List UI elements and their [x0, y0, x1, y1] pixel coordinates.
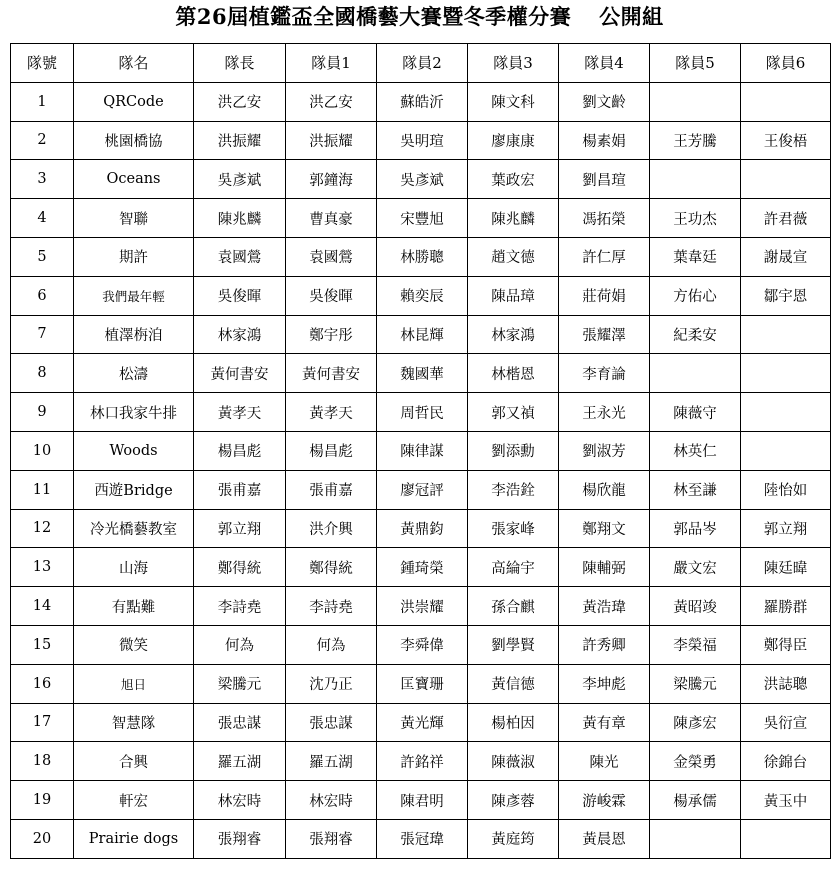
cell-member-1: 何為	[286, 625, 377, 664]
cell-member-2: 李舜偉	[377, 625, 468, 664]
cell-team-number: 4	[11, 199, 74, 238]
table-row	[11, 82, 831, 121]
page-title	[0, 0, 839, 40]
cell-team-number: 6	[11, 276, 74, 315]
cell-member-1: 張翔睿	[286, 819, 377, 858]
cell-member-6: 吳衍宣	[741, 703, 831, 742]
cell-member-1: 羅五湖	[286, 742, 377, 781]
cell-captain: 楊昌彪	[194, 431, 286, 470]
cell-captain: 洪振耀	[194, 121, 286, 160]
table-row	[11, 742, 831, 781]
cell-team-name: 微笑	[74, 625, 194, 664]
header-member-4: 隊員4	[559, 44, 650, 83]
cell-member-1: 鄭宇彤	[286, 315, 377, 354]
cell-member-1: 鄭得統	[286, 548, 377, 587]
cell-member-1: 袁國鶯	[286, 237, 377, 276]
event-title: 第26屆植鑑盃全國橋藝大賽暨冬季權分賽	[175, 4, 572, 29]
cell-member-6: 王俊梧	[741, 121, 831, 160]
cell-team-name: 期許	[74, 237, 194, 276]
cell-member-2: 洪崇耀	[377, 587, 468, 626]
cell-member-5: 王功杰	[650, 199, 741, 238]
cell-captain: 袁國鶯	[194, 237, 286, 276]
table-row	[11, 703, 831, 742]
cell-member-3: 陳兆麟	[468, 199, 559, 238]
cell-member-6: 郭立翔	[741, 509, 831, 548]
cell-captain: 黃孝天	[194, 393, 286, 432]
cell-team-number: 5	[11, 237, 74, 276]
cell-member-3: 陳文科	[468, 82, 559, 121]
cell-member-5: 李榮福	[650, 625, 741, 664]
cell-team-number: 8	[11, 354, 74, 393]
cell-captain: 梁騰元	[194, 664, 286, 703]
cell-member-5: 陳彥宏	[650, 703, 741, 742]
cell-member-6	[741, 819, 831, 858]
table-row	[11, 625, 831, 664]
cell-member-4: 楊素娟	[559, 121, 650, 160]
cell-member-6	[741, 431, 831, 470]
cell-team-number: 3	[11, 160, 74, 199]
table-row	[11, 237, 831, 276]
header-member-3: 隊員3	[468, 44, 559, 83]
division-label: 公開組	[599, 4, 664, 29]
cell-member-4: 黃晨恩	[559, 819, 650, 858]
header-team-name: 隊名	[74, 44, 194, 83]
cell-captain: 吳俊暉	[194, 276, 286, 315]
cell-member-3: 高綸宇	[468, 548, 559, 587]
cell-captain: 林家鴻	[194, 315, 286, 354]
cell-member-1: 曹真豪	[286, 199, 377, 238]
cell-captain: 吳彥斌	[194, 160, 286, 199]
roster-body	[11, 82, 831, 858]
cell-team-number: 12	[11, 509, 74, 548]
cell-member-5	[650, 354, 741, 393]
cell-member-5: 楊承儒	[650, 781, 741, 820]
cell-member-5: 方佑心	[650, 276, 741, 315]
cell-member-5: 林至謙	[650, 470, 741, 509]
cell-member-3: 張家峰	[468, 509, 559, 548]
cell-captain: 張甫嘉	[194, 470, 286, 509]
cell-captain: 張翔睿	[194, 819, 286, 858]
cell-team-name: 軒宏	[74, 781, 194, 820]
cell-team-name: 山海	[74, 548, 194, 587]
cell-member-2: 匡寶珊	[377, 664, 468, 703]
cell-member-6	[741, 315, 831, 354]
cell-captain: 陳兆麟	[194, 199, 286, 238]
cell-member-3: 劉學賢	[468, 625, 559, 664]
cell-member-2: 林勝聰	[377, 237, 468, 276]
cell-member-3: 孫合麒	[468, 587, 559, 626]
cell-member-3: 郭又禎	[468, 393, 559, 432]
cell-member-6: 黃玉中	[741, 781, 831, 820]
cell-member-4: 鄭翔文	[559, 509, 650, 548]
cell-team-name: 合興	[74, 742, 194, 781]
cell-team-name: 智聯	[74, 199, 194, 238]
cell-member-4: 李坤彪	[559, 664, 650, 703]
cell-captain: 張忠謀	[194, 703, 286, 742]
cell-member-6: 陳廷暐	[741, 548, 831, 587]
cell-member-1: 沈乃正	[286, 664, 377, 703]
cell-member-2: 賴奕辰	[377, 276, 468, 315]
cell-member-4: 劉昌瑄	[559, 160, 650, 199]
cell-member-5: 嚴文宏	[650, 548, 741, 587]
cell-member-2: 廖冠評	[377, 470, 468, 509]
cell-member-1: 張忠謀	[286, 703, 377, 742]
cell-member-5: 葉韋廷	[650, 237, 741, 276]
cell-member-1: 洪乙安	[286, 82, 377, 121]
cell-team-name: 林口我家牛排	[74, 393, 194, 432]
cell-team-number: 18	[11, 742, 74, 781]
cell-member-4: 許仁厚	[559, 237, 650, 276]
cell-member-5: 紀柔安	[650, 315, 741, 354]
table-row	[11, 781, 831, 820]
cell-member-4: 王永光	[559, 393, 650, 432]
cell-member-6	[741, 160, 831, 199]
cell-member-3: 陳彥蓉	[468, 781, 559, 820]
cell-member-3: 葉政宏	[468, 160, 559, 199]
cell-team-number: 10	[11, 431, 74, 470]
cell-member-4: 張耀澤	[559, 315, 650, 354]
table-row	[11, 819, 831, 858]
table-row	[11, 121, 831, 160]
cell-member-2: 陳律謀	[377, 431, 468, 470]
cell-captain: 洪乙安	[194, 82, 286, 121]
cell-captain: 林宏時	[194, 781, 286, 820]
cell-team-name: 植澤栴洎	[74, 315, 194, 354]
cell-member-6: 洪誌聰	[741, 664, 831, 703]
header-member-5: 隊員5	[650, 44, 741, 83]
cell-captain: 羅五湖	[194, 742, 286, 781]
cell-member-4: 劉文齡	[559, 82, 650, 121]
cell-member-4: 黃浩瑋	[559, 587, 650, 626]
cell-member-3: 黃庭筠	[468, 819, 559, 858]
cell-team-number: 1	[11, 82, 74, 121]
table-row	[11, 431, 831, 470]
cell-member-6: 羅勝群	[741, 587, 831, 626]
header-row	[11, 44, 831, 83]
cell-member-2: 蘇皓沂	[377, 82, 468, 121]
cell-team-name: 智慧隊	[74, 703, 194, 742]
cell-team-name: Woods	[74, 431, 194, 470]
cell-member-1: 林宏時	[286, 781, 377, 820]
cell-team-name: 桃園橋協	[74, 121, 194, 160]
cell-member-3: 李浩銓	[468, 470, 559, 509]
header-member-6: 隊員6	[741, 44, 831, 83]
cell-member-2: 黃光輝	[377, 703, 468, 742]
cell-team-name: 冷光橋藝教室	[74, 509, 194, 548]
cell-team-number: 20	[11, 819, 74, 858]
table-row	[11, 276, 831, 315]
cell-team-name: Prairie dogs	[74, 819, 194, 858]
cell-member-3: 楊柏因	[468, 703, 559, 742]
cell-member-5: 梁騰元	[650, 664, 741, 703]
cell-member-5: 黃昭竣	[650, 587, 741, 626]
cell-team-name: 旭日	[74, 664, 194, 703]
cell-member-5	[650, 82, 741, 121]
cell-team-number: 16	[11, 664, 74, 703]
cell-member-2: 魏國華	[377, 354, 468, 393]
cell-member-2: 吳彥斌	[377, 160, 468, 199]
cell-team-name: 有點難	[74, 587, 194, 626]
cell-member-4: 許秀卿	[559, 625, 650, 664]
cell-team-number: 11	[11, 470, 74, 509]
cell-member-4: 馮拓榮	[559, 199, 650, 238]
cell-member-5	[650, 160, 741, 199]
cell-member-2: 陳君明	[377, 781, 468, 820]
cell-member-2: 許銘祥	[377, 742, 468, 781]
cell-member-5	[650, 819, 741, 858]
cell-member-1: 洪介興	[286, 509, 377, 548]
cell-member-6: 陸怡如	[741, 470, 831, 509]
cell-member-4: 楊欣龍	[559, 470, 650, 509]
cell-member-6: 許君薇	[741, 199, 831, 238]
cell-team-number: 15	[11, 625, 74, 664]
cell-member-5: 陳薇守	[650, 393, 741, 432]
header-team-number: 隊號	[11, 44, 74, 83]
table-row	[11, 199, 831, 238]
cell-member-3: 陳薇淑	[468, 742, 559, 781]
cell-team-name: 松濤	[74, 354, 194, 393]
cell-member-4: 莊荷娟	[559, 276, 650, 315]
cell-captain: 李詩堯	[194, 587, 286, 626]
cell-member-4: 劉淑芳	[559, 431, 650, 470]
cell-member-1: 黃何書安	[286, 354, 377, 393]
cell-member-1: 黃孝天	[286, 393, 377, 432]
cell-member-6: 徐錦台	[741, 742, 831, 781]
cell-member-2: 鍾琦榮	[377, 548, 468, 587]
cell-member-1: 李詩堯	[286, 587, 377, 626]
cell-member-2: 黃鼎鈞	[377, 509, 468, 548]
cell-member-3: 劉添勳	[468, 431, 559, 470]
cell-member-1: 楊昌彪	[286, 431, 377, 470]
cell-member-4: 黃有章	[559, 703, 650, 742]
table-row	[11, 509, 831, 548]
cell-team-number: 14	[11, 587, 74, 626]
cell-member-2: 吳明瑄	[377, 121, 468, 160]
table-row	[11, 548, 831, 587]
cell-member-2: 周哲民	[377, 393, 468, 432]
cell-member-4: 陳輔弼	[559, 548, 650, 587]
cell-member-3: 陳品璋	[468, 276, 559, 315]
table-row	[11, 470, 831, 509]
cell-team-number: 9	[11, 393, 74, 432]
cell-member-3: 黃信德	[468, 664, 559, 703]
cell-member-3: 趙文德	[468, 237, 559, 276]
header-captain: 隊長	[194, 44, 286, 83]
cell-member-1: 張甫嘉	[286, 470, 377, 509]
table-row	[11, 393, 831, 432]
cell-member-6	[741, 82, 831, 121]
team-roster-table	[10, 43, 831, 859]
cell-team-number: 7	[11, 315, 74, 354]
cell-member-5: 林英仁	[650, 431, 741, 470]
cell-member-1: 洪振耀	[286, 121, 377, 160]
table-row	[11, 664, 831, 703]
header-member-2: 隊員2	[377, 44, 468, 83]
table-row	[11, 587, 831, 626]
cell-member-6	[741, 354, 831, 393]
cell-member-3: 林家鴻	[468, 315, 559, 354]
cell-member-6	[741, 393, 831, 432]
cell-team-number: 17	[11, 703, 74, 742]
cell-member-4: 李育論	[559, 354, 650, 393]
header-member-1: 隊員1	[286, 44, 377, 83]
cell-member-6: 謝晟宣	[741, 237, 831, 276]
cell-team-name: Oceans	[74, 160, 194, 199]
cell-team-name: QRCode	[74, 82, 194, 121]
cell-team-number: 2	[11, 121, 74, 160]
table-row	[11, 354, 831, 393]
cell-team-number: 13	[11, 548, 74, 587]
cell-member-2: 張冠瑋	[377, 819, 468, 858]
cell-member-2: 林昆輝	[377, 315, 468, 354]
cell-member-3: 林楷恩	[468, 354, 559, 393]
cell-member-5: 王芳騰	[650, 121, 741, 160]
cell-member-1: 吳俊暉	[286, 276, 377, 315]
cell-team-name: 西遊Bridge	[74, 470, 194, 509]
cell-member-1: 郭鐘海	[286, 160, 377, 199]
cell-member-5: 金榮勇	[650, 742, 741, 781]
table-row	[11, 315, 831, 354]
cell-member-3: 廖康康	[468, 121, 559, 160]
cell-captain: 何為	[194, 625, 286, 664]
cell-member-4: 陳光	[559, 742, 650, 781]
cell-captain: 郭立翔	[194, 509, 286, 548]
cell-team-number: 19	[11, 781, 74, 820]
cell-member-6: 鄒宇恩	[741, 276, 831, 315]
cell-captain: 黃何書安	[194, 354, 286, 393]
cell-member-5: 郭品岑	[650, 509, 741, 548]
cell-member-6: 鄭得臣	[741, 625, 831, 664]
table-row	[11, 160, 831, 199]
cell-captain: 鄭得統	[194, 548, 286, 587]
cell-team-name: 我們最年輕	[74, 276, 194, 315]
cell-member-4: 游峻霖	[559, 781, 650, 820]
cell-member-2: 宋豐旭	[377, 199, 468, 238]
